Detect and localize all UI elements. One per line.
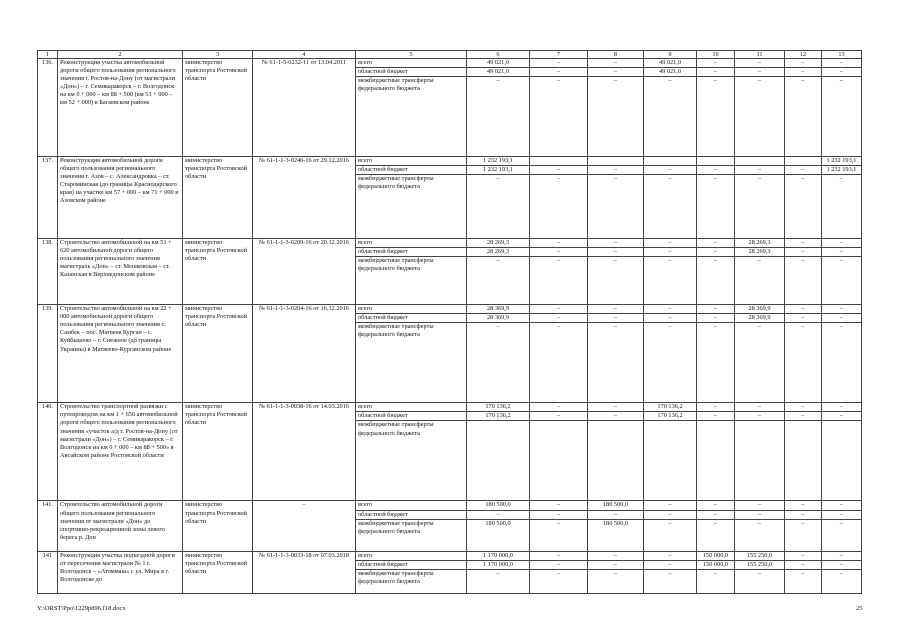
amount-cell: – <box>697 314 735 323</box>
amount-cell: – <box>530 166 588 175</box>
amount-cell: – <box>530 59 588 68</box>
amount-cell: – <box>644 166 697 175</box>
amount-cell: – <box>644 323 697 403</box>
amount-cell: – <box>588 239 644 248</box>
customer-name: министерство транспорта Ростовской области <box>183 501 253 551</box>
amount-cell: – <box>467 569 530 593</box>
table-row <box>38 157 862 166</box>
funding-source-label: областной бюджет <box>356 314 467 323</box>
amount-cell: – <box>822 323 862 403</box>
amount-cell: – <box>785 239 822 248</box>
amount-cell: 1 232 193,1 <box>822 166 862 175</box>
amount-cell: – <box>822 314 862 323</box>
amount-cell: – <box>697 519 735 551</box>
amount-cell: – <box>588 175 644 239</box>
amount-cell: – <box>644 248 697 257</box>
customer-name: министерство транспорта Ростовской области <box>183 403 253 501</box>
amount-cell: 28 269,3 <box>467 248 530 257</box>
amount-cell: 49 021,0 <box>644 59 697 68</box>
amount-cell <box>467 421 530 501</box>
amount-cell: – <box>697 510 735 519</box>
amount-cell: – <box>735 77 785 157</box>
amount-cell: – <box>530 68 588 77</box>
amount-cell: 1 170 000,0 <box>467 551 530 560</box>
amount-cell: – <box>530 175 588 239</box>
amount-cell: – <box>644 510 697 519</box>
row-number: 137. <box>38 157 58 239</box>
amount-cell: – <box>644 551 697 560</box>
document-ref: № 61-1-1-3-0240-16 от 29.12.2016 <box>253 157 356 239</box>
funding-source-label: областной бюджет <box>356 248 467 257</box>
file-path: Y:\ORST\Ppo\1229p896.f18.docx <box>37 605 126 612</box>
row-number: 138. <box>38 239 58 305</box>
amount-cell: – <box>785 59 822 68</box>
amount-cell <box>735 157 785 166</box>
amount-cell: – <box>822 248 862 257</box>
amount-cell: 150 000,0 <box>697 551 735 560</box>
customer-name: министерство транспорта Ростовской области <box>183 59 253 157</box>
amount-cell: – <box>735 68 785 77</box>
funding-source-label: всего <box>356 239 467 248</box>
amount-cell: – <box>785 314 822 323</box>
amount-cell: – <box>735 59 785 68</box>
amount-cell: – <box>644 239 697 248</box>
amount-cell <box>785 157 822 166</box>
row-number: 139. <box>38 305 58 403</box>
amount-cell: – <box>822 510 862 519</box>
amount-cell <box>735 421 785 501</box>
amount-cell: 180 500,0 <box>467 501 530 510</box>
funding-source-label: межбюджетные трансферты федерального бюджета <box>356 77 467 157</box>
amount-cell: – <box>697 501 735 510</box>
column-number-cell: 13 <box>822 51 862 59</box>
funding-source-label: всего <box>356 501 467 510</box>
amount-cell: – <box>735 403 785 412</box>
table-row <box>38 501 862 510</box>
amount-cell: – <box>822 412 862 421</box>
object-name: Строительство автомобильной дороги общего пользования регионального значения от магистрали «Дон» до спортивно-рекреационной зоны левого берега р. Дон <box>58 501 183 551</box>
amount-cell: – <box>530 305 588 314</box>
amount-cell: – <box>588 77 644 157</box>
amount-cell: – <box>588 323 644 403</box>
amount-cell: – <box>644 305 697 314</box>
amount-cell: 28 369,9 <box>735 305 785 314</box>
amount-cell: 28 269,3 <box>735 248 785 257</box>
amount-cell: – <box>822 501 862 510</box>
amount-cell: – <box>588 257 644 305</box>
amount-cell: – <box>467 175 530 239</box>
amount-cell: – <box>822 305 862 314</box>
amount-cell: – <box>530 551 588 560</box>
column-number-cell: 1 <box>38 51 58 59</box>
funding-source-label: межбюджетные трансферты федерального бюджета <box>356 175 467 239</box>
amount-cell: – <box>588 166 644 175</box>
column-number-cell: 4 <box>253 51 356 59</box>
amount-cell: – <box>785 68 822 77</box>
amount-cell: – <box>697 248 735 257</box>
amount-cell: – <box>644 569 697 593</box>
amount-cell: – <box>697 77 735 157</box>
amount-cell: 28 269,3 <box>735 239 785 248</box>
budget-table <box>37 50 862 594</box>
amount-cell: – <box>822 68 862 77</box>
amount-cell: – <box>785 412 822 421</box>
amount-cell: – <box>735 175 785 239</box>
amount-cell: 155 250,0 <box>735 560 785 569</box>
amount-cell: 49 021,0 <box>467 59 530 68</box>
amount-cell <box>588 157 644 166</box>
amount-cell: – <box>530 403 588 412</box>
amount-cell: – <box>822 257 862 305</box>
amount-cell: – <box>530 412 588 421</box>
amount-cell: 1 232 193,1 <box>822 157 862 166</box>
amount-cell <box>822 421 862 501</box>
column-number-cell: 3 <box>183 51 253 59</box>
table-row <box>38 305 862 314</box>
document-ref: № 61-1-1-3-0033-18 от 07.03.2018 <box>253 551 356 593</box>
amount-cell: – <box>530 501 588 510</box>
object-name: Строительство автомобильной на км 51 + 620 автомобильной дороги общего пользования регионального значения магистраль «Дон» – ст. Мешковская – ст. Казанская в Верхнедонском районе <box>58 239 183 305</box>
row-number: 141 <box>38 551 58 593</box>
amount-cell: – <box>530 257 588 305</box>
amount-cell: – <box>697 166 735 175</box>
amount-cell <box>530 421 588 501</box>
amount-cell: 150 000,0 <box>697 560 735 569</box>
customer-name: министерство транспорта Ростовской области <box>183 551 253 593</box>
amount-cell: 1 232 193,1 <box>467 157 530 166</box>
amount-cell: – <box>697 68 735 77</box>
amount-cell: – <box>644 519 697 551</box>
amount-cell: – <box>588 248 644 257</box>
table-row <box>38 239 862 248</box>
amount-cell: – <box>530 323 588 403</box>
amount-cell: – <box>785 519 822 551</box>
column-number-cell: 2 <box>58 51 183 59</box>
amount-cell: – <box>644 501 697 510</box>
amount-cell <box>697 421 735 501</box>
amount-cell: – <box>822 175 862 239</box>
document-ref: № 61-1-1-3-0204-16 от 16.12.2016 <box>253 305 356 403</box>
row-number: 136. <box>38 59 58 157</box>
amount-cell: – <box>785 510 822 519</box>
amount-cell: – <box>530 248 588 257</box>
column-number-cell: 9 <box>644 51 697 59</box>
amount-cell <box>697 157 735 166</box>
amount-cell: – <box>697 412 735 421</box>
object-name: Строительство транспортной развязки с путепроводом на км 1 + 650 автомобильной дороги общего пользования регионального значения «участок а/д г. Ростов-на-Дону (от магистрали «Дон») – г. Семикаракорск – г. Волгодонск на км 0 + 000 – км 88 + 500» в Аксайском районе Ростовской области <box>58 403 183 501</box>
customer-name: министерство транспорта Ростовской области <box>183 305 253 403</box>
amount-cell: – <box>735 519 785 551</box>
table-row <box>38 551 862 560</box>
customer-name: министерство транспорта Ростовской области <box>183 239 253 305</box>
amount-cell: – <box>530 569 588 593</box>
table-row <box>38 403 862 412</box>
amount-cell: 170 136,2 <box>644 412 697 421</box>
amount-cell <box>785 421 822 501</box>
amount-cell: – <box>785 248 822 257</box>
amount-cell: 1 170 000,0 <box>467 560 530 569</box>
amount-cell: – <box>822 519 862 551</box>
amount-cell: – <box>735 501 785 510</box>
amount-cell: – <box>785 560 822 569</box>
amount-cell: – <box>735 257 785 305</box>
column-number-cell: 6 <box>467 51 530 59</box>
amount-cell: 170 136,2 <box>644 403 697 412</box>
funding-source-label: межбюджетные трансферты федерального бюджета <box>356 257 467 305</box>
amount-cell: – <box>588 569 644 593</box>
column-number-row <box>38 51 862 59</box>
amount-cell <box>588 421 644 501</box>
amount-cell: – <box>822 59 862 68</box>
amount-cell: 170 136,2 <box>467 403 530 412</box>
amount-cell <box>644 157 697 166</box>
amount-cell: – <box>785 323 822 403</box>
amount-cell: – <box>697 305 735 314</box>
amount-cell: – <box>785 305 822 314</box>
document-ref: № 61-1-5-0232-11 от 13.04.2011 <box>253 59 356 157</box>
amount-cell: – <box>530 510 588 519</box>
amount-cell: – <box>697 569 735 593</box>
amount-cell: – <box>644 175 697 239</box>
amount-cell: – <box>735 510 785 519</box>
amount-cell: – <box>588 314 644 323</box>
row-number: 140. <box>38 403 58 501</box>
funding-source-label: межбюджетные трансферты федерального бюджета <box>356 569 467 593</box>
amount-cell: 28 369,9 <box>735 314 785 323</box>
amount-cell: – <box>644 314 697 323</box>
amount-cell: – <box>735 569 785 593</box>
amount-cell: – <box>785 551 822 560</box>
amount-cell: – <box>735 166 785 175</box>
amount-cell: – <box>822 560 862 569</box>
amount-cell: – <box>588 403 644 412</box>
amount-cell <box>530 157 588 166</box>
document-ref: – <box>253 501 356 551</box>
object-name: Реконструкция автомобильной дороги общего пользования регионального значения г. Азов – с. Александровка – ст. Староминская (до границы Краснодарского края) на участке км 57 + 000 – км 71 + 000 в Азовском районе <box>58 157 183 239</box>
amount-cell: – <box>588 560 644 569</box>
amount-cell: 1 232 193,1 <box>467 166 530 175</box>
amount-cell: – <box>785 403 822 412</box>
amount-cell: – <box>588 510 644 519</box>
amount-cell: – <box>735 323 785 403</box>
amount-cell: – <box>467 510 530 519</box>
amount-cell: – <box>530 239 588 248</box>
amount-cell: 28 369,9 <box>467 305 530 314</box>
amount-cell: – <box>697 59 735 68</box>
funding-source-label: межбюджетные трансферты федерального бюджета <box>356 519 467 551</box>
funding-source-label: областной бюджет <box>356 68 467 77</box>
amount-cell: – <box>822 551 862 560</box>
column-number-cell: 5 <box>356 51 467 59</box>
funding-source-label: всего <box>356 305 467 314</box>
amount-cell: – <box>467 77 530 157</box>
column-number-cell: 10 <box>697 51 735 59</box>
amount-cell: 180 500,0 <box>588 501 644 510</box>
amount-cell: – <box>530 77 588 157</box>
funding-source-label: межбюджетные трансферты федерального бюджета <box>356 421 467 501</box>
amount-cell: – <box>785 257 822 305</box>
funding-source-label: областной бюджет <box>356 412 467 421</box>
column-number-cell: 12 <box>785 51 822 59</box>
amount-cell: – <box>697 323 735 403</box>
amount-cell: – <box>588 412 644 421</box>
funding-source-label: всего <box>356 551 467 560</box>
amount-cell: – <box>588 551 644 560</box>
amount-cell: – <box>530 560 588 569</box>
amount-cell: – <box>697 257 735 305</box>
page-number: 25 <box>856 605 863 612</box>
amount-cell: – <box>588 68 644 77</box>
object-name: Реконструкция участка подъездной дороги от пересечения магистрали № 1 г. Волгодонск – «Атоммаш» с ул. Мира в г. Волгодонске до <box>58 551 183 593</box>
amount-cell: – <box>785 175 822 239</box>
amount-cell: – <box>785 77 822 157</box>
amount-cell: 170 136,2 <box>467 412 530 421</box>
amount-cell: – <box>530 314 588 323</box>
amount-cell: – <box>697 175 735 239</box>
amount-cell: 28 269,3 <box>467 239 530 248</box>
amount-cell: – <box>644 257 697 305</box>
amount-cell: – <box>530 519 588 551</box>
row-number: 141. <box>38 501 58 551</box>
amount-cell: – <box>822 239 862 248</box>
amount-cell: – <box>644 560 697 569</box>
funding-source-label: областной бюджет <box>356 560 467 569</box>
document-ref: № 61-1-1-3-0209-16 от 20.12.2016 <box>253 239 356 305</box>
funding-source-label: всего <box>356 157 467 166</box>
amount-cell: – <box>697 239 735 248</box>
amount-cell: 155 250,0 <box>735 551 785 560</box>
funding-source-label: всего <box>356 59 467 68</box>
funding-source-label: областной бюджет <box>356 166 467 175</box>
column-number-cell: 7 <box>530 51 588 59</box>
amount-cell: – <box>822 569 862 593</box>
amount-cell: – <box>588 59 644 68</box>
customer-name: министерство транспорта Ростовской области <box>183 157 253 239</box>
funding-source-label: областной бюджет <box>356 510 467 519</box>
column-number-cell: 8 <box>588 51 644 59</box>
amount-cell: – <box>785 569 822 593</box>
amount-cell: 180 500,0 <box>588 519 644 551</box>
amount-cell: – <box>644 77 697 157</box>
amount-cell: 28 369,9 <box>467 314 530 323</box>
amount-cell: 49 021,0 <box>467 68 530 77</box>
amount-cell: – <box>785 166 822 175</box>
amount-cell: – <box>467 323 530 403</box>
funding-source-label: всего <box>356 403 467 412</box>
amount-cell: – <box>467 257 530 305</box>
funding-source-label: межбюджетные трансферты федерального бюджета <box>356 323 467 403</box>
column-number-cell: 11 <box>735 51 785 59</box>
document-ref: № 61-1-1-3-0038-16 от 14.03.2016 <box>253 403 356 501</box>
amount-cell: – <box>697 403 735 412</box>
object-name: Реконструкция участка автомобильной дороги общего пользования регионального значения г. Ростов-на-Дону (от магистрали «Дон») – г. Семикаракорск – г. Волгодонск на км 0 + 000 – км 88 + 500 (км 51 + 000 – км 52 + 000) в Багаевском районе <box>58 59 183 157</box>
amount-cell: – <box>822 77 862 157</box>
object-name: Строительство автомобильной на км 22 + 000 автомобильной дороги общего пользования регионального значения с. Самбек – пос. Матвеев Курган – с. Куйбышево – г. Снежное (до границы Украины) в Матвеево-Курганском районе <box>58 305 183 403</box>
amount-cell: – <box>588 305 644 314</box>
amount-cell: 49 021,0 <box>644 68 697 77</box>
amount-cell <box>644 421 697 501</box>
amount-cell: – <box>822 403 862 412</box>
amount-cell: – <box>735 412 785 421</box>
table-row <box>38 59 862 68</box>
amount-cell: 180 500,0 <box>467 519 530 551</box>
amount-cell: – <box>785 501 822 510</box>
